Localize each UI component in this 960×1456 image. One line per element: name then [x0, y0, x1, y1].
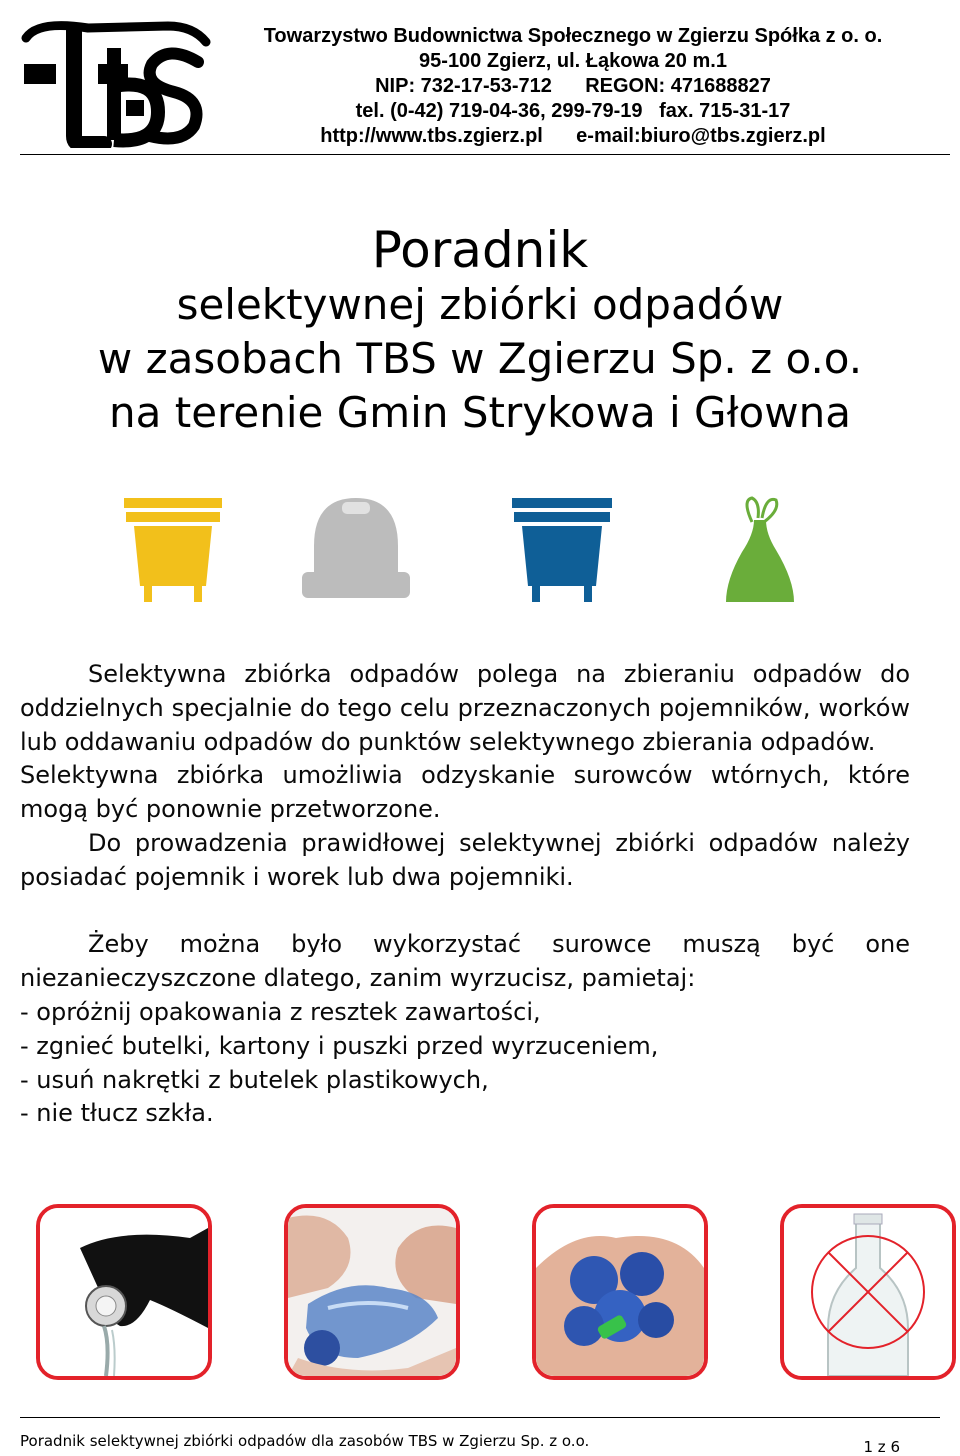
title-line-3: w zasobach TBS w Zgierzu Sp. z o.o. [97, 334, 863, 383]
title-line-4: na terenie Gmin Strykowa i Głowna [109, 388, 851, 437]
emptying-bottle-icon [40, 1208, 208, 1376]
paragraph-gap [20, 895, 910, 929]
paragraph-requirement: Do prowadzenia prawidłowej selektywnej zbiórki odpadów należy posiadać pojemnik i worek lub dwa pojemniki. [20, 828, 910, 891]
green-bag-icon [722, 494, 796, 606]
company-info [228, 24, 918, 149]
list-item: - zgnieć butelki, kartony i puszki przed wyrzuceniem, [20, 1031, 659, 1060]
blue-bin-icon [512, 494, 612, 604]
photo-emptying-bottle [36, 1204, 212, 1380]
crushing-bottle-icon [288, 1208, 456, 1376]
header-divider [20, 154, 950, 155]
yellow-bin-icon [124, 494, 222, 604]
photo-bottle-caps [532, 1204, 708, 1380]
company-phone: tel. (0-42) 719-04-36, 299-79-19 fax. 715-31-17 [355, 100, 791, 122]
guide-text [20, 658, 910, 1131]
list-item: - usuń nakrętki z butelek plastikowych, [20, 1065, 489, 1094]
title-line-2: selektywnej zbiórki odpadów [176, 280, 784, 329]
footer-caption: Poradnik selektywnej zbiórki odpadów dla zasobów TBS w Zgierzu Sp. z o.o. [20, 1432, 590, 1450]
list-item: - nie tłucz szkła. [20, 1099, 214, 1128]
footer-divider [20, 1417, 940, 1418]
instruction-photos [0, 1204, 960, 1386]
company-name: Towarzystwo Budownictwa Społecznego w Zgierzu Spółka z o. o. [263, 25, 883, 47]
paragraph-definition: Selektywna zbiórka odpadów polega na zbieraniu odpadów do oddzielnych specjalnie do tego celu przeznaczonych pojemników, worków lub oddawaniu odpadów do punktów selektywnego zbierania odpadów. [20, 660, 910, 756]
company-address: 95-100 Zgierz, ul. Łąkowa 20 m.1 [419, 50, 727, 72]
title-line-1: Poradnik [371, 221, 589, 279]
page-title [0, 222, 960, 440]
waste-containers [0, 494, 960, 610]
bottle-caps-icon [536, 1208, 704, 1376]
no-breaking-glass-icon [784, 1208, 952, 1376]
page-number: 1 z 6 [863, 1438, 900, 1456]
letterhead [0, 0, 960, 160]
list-item: - opróżnij opakowania z resztek zawartości, [20, 997, 541, 1026]
paragraph-reminder: Żeby można było wykorzystać surowce muszą być one niezanieczyszczone dlatego, zanim wyrzucisz, pamietaj: [20, 930, 910, 993]
company-web-email: http://www.tbs.zgierz.pl e-mail:biuro@tbs.zgierz.pl [320, 125, 826, 147]
reminder-list [20, 996, 910, 1131]
tbs-logo [18, 8, 218, 148]
paragraph-benefit: Selektywna zbiórka umożliwia odzyskanie surowców wtórnych, które mogą być ponownie przetworzone. [20, 761, 910, 824]
photo-no-breaking-glass [780, 1204, 956, 1380]
grey-bell-container-icon [302, 494, 410, 604]
photo-crushing-bottle [284, 1204, 460, 1380]
company-tax-ids: NIP: 732-17-53-712 REGON: 471688827 [375, 75, 771, 97]
